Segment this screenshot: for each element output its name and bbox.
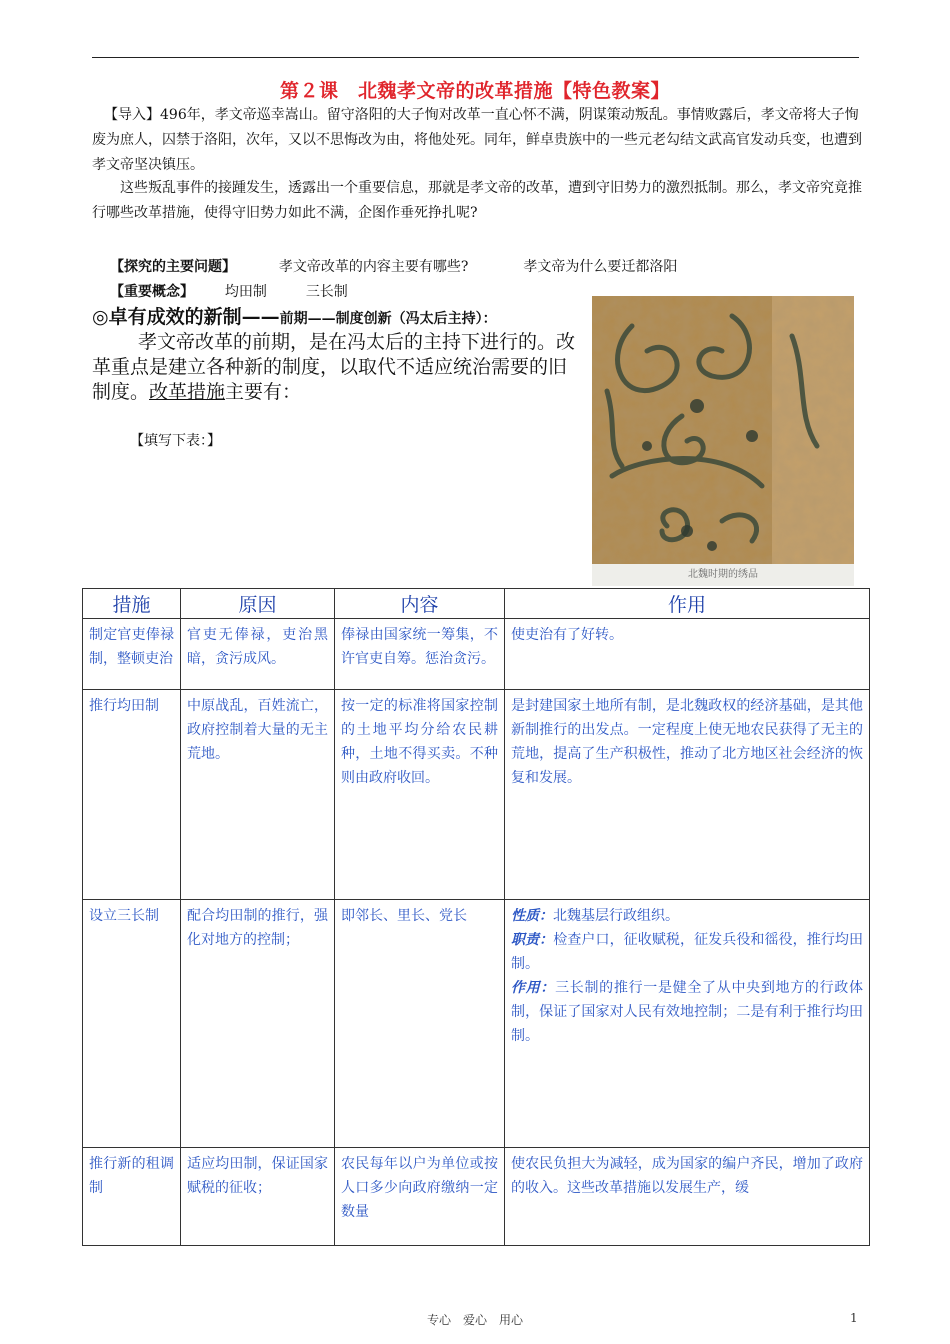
row3-effect [505, 900, 870, 1148]
concept-2: 三长制 [305, 284, 348, 300]
function-text: 三长制的推行一是健全了从中央到地方的行政体制，保证了国家对人民有效地控制；二是有利于推行均田制。 [511, 980, 864, 1044]
row1-reason: 官吏无俸禄，吏治黑暗，贪污成风。 [181, 619, 335, 690]
section-heading-main: ◎卓有成效的新制—— [92, 306, 280, 328]
nature-label: 性质： [511, 908, 553, 924]
row2-effect: 是封建国家土地所有制，是北魏政权的经济基础，是其他新制推行的出发点。一定程度上使无地农民获得了无主的荒地，提高了生产积极性，推动了北方地区社会经济的恢复和发展。 [505, 690, 870, 900]
row3-reason: 配合均田制的推行，强化对地方的控制； [181, 900, 335, 1148]
intro-paragraph-1 [92, 103, 862, 178]
embroidery-photo [592, 296, 854, 586]
question-1: 孝文帝改革的内容主要有哪些? [278, 259, 469, 275]
row1-effect: 使吏治有了好转。 [505, 619, 870, 690]
reform-table [82, 588, 870, 1246]
header-measure: 措施 [83, 589, 181, 619]
function-label: 作用： [511, 980, 556, 996]
concepts-line [110, 281, 348, 301]
row2-content: 按一定的标准将国家控制的土地平均分给农民耕种，土地不得买卖。不种则由政府收回。 [335, 690, 505, 900]
intro-paragraph-2: 这些叛乱事件的接踵发生，透露出一个重要信息，那就是孝文帝的改革，遭到守旧势力的激烈抵制。那么，孝文帝究竟推行哪些改革措施，使得守旧势力如此不满，企图作垂死挣扎呢? [92, 180, 862, 221]
question-2: 孝文帝为什么要迁都洛阳 [523, 259, 678, 275]
row4-effect: 使农民负担大为减轻，成为国家的编户齐民，增加了政府的收入。这些改革措施以发展生产，缓 [505, 1148, 870, 1246]
row1-content: 俸禄由国家统一筹集，不许官吏自筹。惩治贪污。 [335, 619, 505, 690]
section-text-end: 主要有： [225, 381, 302, 403]
header-effect: 作用 [505, 589, 870, 619]
table-row [83, 690, 870, 900]
table-header-row [83, 589, 870, 619]
row3-measure: 设立三长制 [83, 900, 181, 1148]
table-row [83, 1148, 870, 1246]
intro-label: 【导入】 [104, 107, 160, 123]
concept-1: 均田制 [224, 284, 267, 300]
row2-reason: 中原战乱，百姓流亡，政府控制着大量的无主荒地。 [181, 690, 335, 900]
questions-label: 【探究的主要问题】 [110, 259, 236, 275]
header-rule [92, 57, 859, 58]
row4-measure: 推行新的租调制 [83, 1148, 181, 1246]
row1-measure: 制定官吏俸禄制，整顿吏治 [83, 619, 181, 690]
row4-reason: 适应均田制，保证国家赋税的征收； [181, 1148, 335, 1246]
row2-measure: 推行均田制 [83, 690, 181, 900]
section-subheading: 前期——制度创新（冯太后主持）： [279, 311, 497, 327]
table-row [83, 619, 870, 690]
section-paragraph [92, 330, 580, 405]
nature-text: 北魏基层行政组织。 [553, 908, 679, 924]
section-heading [92, 302, 497, 329]
table-row [83, 900, 870, 1148]
header-reason: 原因 [181, 589, 335, 619]
concepts-label: 【重要概念】 [110, 284, 194, 300]
header-content: 内容 [335, 589, 505, 619]
embroidery-image [592, 296, 854, 564]
section-text: 孝文帝改革的前期，是在冯太后的主持下进行的。改革重点是建立各种新的制度，以取代不适应统治需要的旧制度。 [92, 331, 576, 403]
fill-table-instruction: 【填写下表：】 [130, 433, 221, 449]
reform-measures-underlined: 改革措施 [149, 381, 226, 403]
photo-caption: 北魏时期的绣品 [592, 564, 854, 586]
questions-line [110, 256, 677, 276]
row3-content: 即邻长、里长、党长 [335, 900, 505, 1148]
intro-text-1: 496年，孝文帝巡幸嵩山。留守洛阳的大子恂对改革一直心怀不满，阴谋策动叛乱。事情败露后，孝文帝将大子恂废为庶人，囚禁于洛阳，次年，又以不思悔改为由，将他处死。同年，鲜卓贵族中的一些元老勾结文武高官发动兵变，也遭到孝文帝坚决镇压。 [92, 107, 862, 173]
duty-text: 检查户口，征收赋税，征发兵役和徭役，推行均田制。 [511, 932, 863, 972]
page-number: 1 [850, 1311, 858, 1325]
duty-label: 职责： [511, 932, 554, 948]
row4-content: 农民每年以户为单位或按人口多少向政府缴纳一定数量 [335, 1148, 505, 1246]
page-footer: 专心 爱心 用心 [426, 1313, 523, 1327]
lesson-title: 第２课 北魏孝文帝的改革措施【特色教案】 [279, 80, 670, 102]
